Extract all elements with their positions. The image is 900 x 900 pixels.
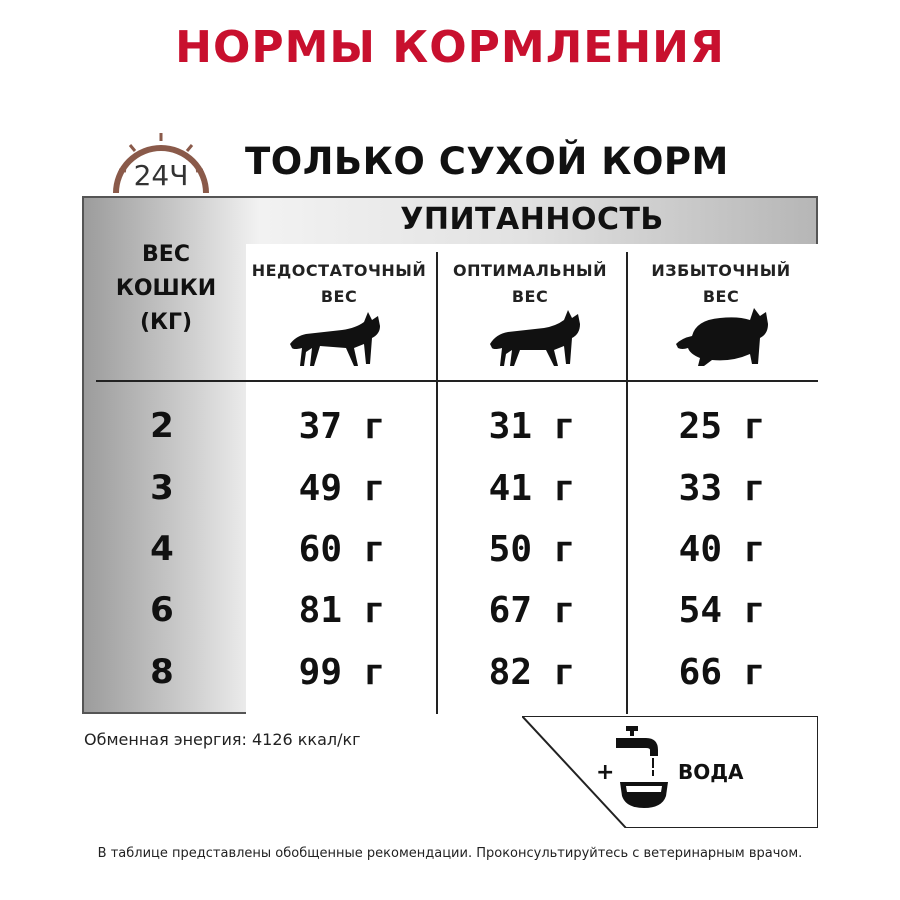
ration-cell: 67 г [488, 590, 576, 631]
weight-header-line: (КГ) [139, 310, 193, 335]
overweight-cat-icon [672, 304, 772, 374]
weight-cell: 4 [150, 529, 174, 569]
body-condition-header: УПИТАННОСТЬ [400, 202, 664, 237]
ration-cell: 41 г [488, 468, 576, 509]
ration-cell: 60 г [298, 529, 386, 570]
optimal-cat-icon [484, 304, 584, 374]
column-divider [436, 252, 438, 714]
ration-cell: 66 г [678, 652, 766, 693]
section-subtitle: ТОЛЬКО СУХОЙ КОРМ [245, 140, 729, 183]
weight-column-header [96, 238, 236, 340]
header-divider [96, 380, 818, 382]
water-label: ВОДА [678, 760, 744, 784]
footnote: В таблице представлены обобщенные рекомендации. Проконсультируйтесь с ветеринарным врачом. [97, 846, 803, 861]
ration-cell: 54 г [678, 590, 766, 631]
column-header-line: ВЕС [320, 287, 358, 306]
column-header-line: ВЕС [702, 287, 740, 306]
ration-cell: 25 г [678, 406, 766, 447]
weight-header-line: КОШКИ [115, 276, 217, 301]
ration-cell: 99 г [298, 652, 386, 693]
column-header-line: НЕДОСТАТОЧНЫЙ [251, 261, 427, 280]
weight-header-line: ВЕС [142, 242, 190, 267]
clock-24h-icon [108, 125, 214, 197]
column-header-underweight [246, 258, 432, 310]
thin-cat-icon [284, 304, 384, 374]
column-header-line: ОПТИМАЛЬНЫЙ [453, 261, 607, 280]
column-header-line: ИЗБЫТОЧНЫЙ [651, 261, 791, 280]
weight-cell: 2 [150, 406, 174, 446]
plus-sign: + [596, 760, 615, 785]
metabolic-energy: Обменная энергия: 4126 ккал/кг [84, 730, 361, 749]
water-tap-bowl-icon [616, 726, 672, 812]
column-header-line: ВЕС [511, 287, 549, 306]
ration-cell: 40 г [678, 529, 766, 570]
ration-cell: 82 г [488, 652, 576, 693]
weight-cell: 3 [150, 468, 174, 508]
column-divider [626, 252, 628, 714]
weight-cell: 6 [150, 590, 174, 630]
column-header-optimal [437, 258, 623, 310]
ration-cell: 33 г [678, 468, 766, 509]
clock-label: 24Ч [133, 159, 189, 192]
page-title: НОРМЫ КОРМЛЕНИЯ [175, 22, 725, 73]
ration-cell: 49 г [298, 468, 386, 509]
weight-cell: 8 [150, 652, 174, 692]
ration-cell: 81 г [298, 590, 386, 631]
ration-cell: 50 г [488, 529, 576, 570]
ration-cell: 37 г [298, 406, 386, 447]
column-header-overweight [628, 258, 814, 310]
ration-cell: 31 г [488, 406, 576, 447]
